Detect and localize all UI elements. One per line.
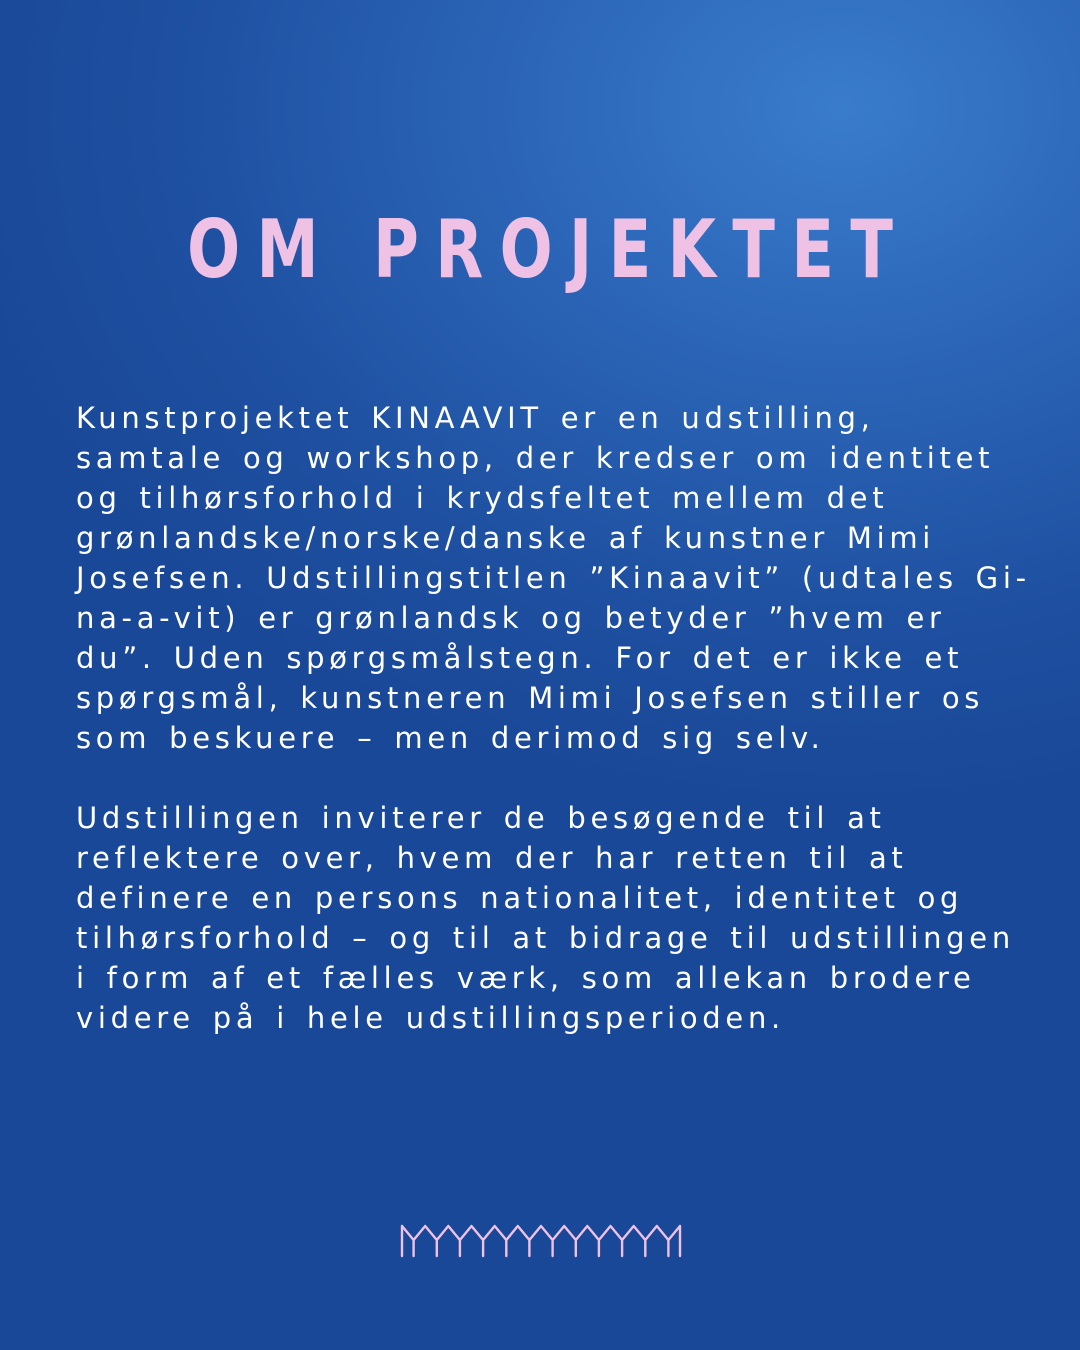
embroidery-stitch-icon xyxy=(398,1220,684,1260)
project-description xyxy=(76,398,1036,1038)
paragraph-invitation: Udstillingen inviterer de besøgende til at reflektere over, hvem der har retten til at definere en persons nationalitet, identitet og tilhørsforhold – og til at bidrage til udstillingen i form af et fælles værk, som allekan brodere videre på i hele udstillingsperioden. xyxy=(76,801,1015,1035)
page-title: OM PROJEKTET xyxy=(187,203,910,296)
paragraph-intro: Kunstprojektet KINAAVIT er en udstilling, samtale og workshop, der kredser om identitet og tilhørsforhold i krydsfeltet mellem det grønlandske/norske/danske af kunstner Mimi Josefsen. Udstillingstitlen ”Kinaavit” (udtales Gi-na-a-vit) er grønlandsk og betyder ”hvem er du”. Uden spørgsmålstegn. For det er ikke et spørgsmål, kunstneren Mimi Josefsen stiller os som beskuere – men derimod sig selv. xyxy=(76,401,1031,755)
